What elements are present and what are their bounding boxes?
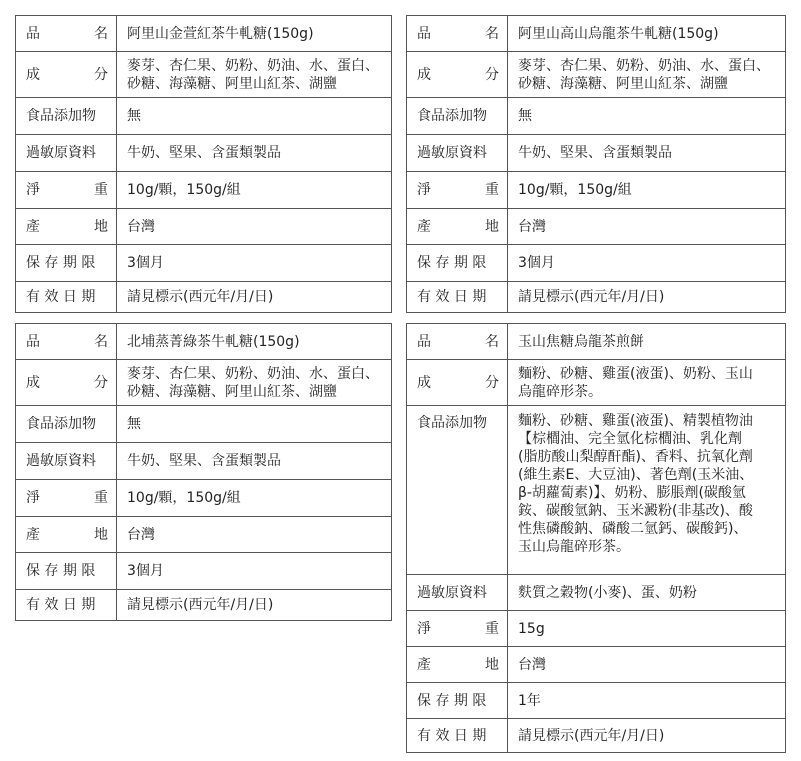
label-expiry: 有 效 日 期 [407,719,508,753]
label-shelf-life: 保 存 期 限 [407,683,508,719]
label-net-weight: 淨 重 [407,172,508,209]
row-origin [407,647,786,683]
row-net-weight [16,172,392,209]
row-shelf-life [16,245,392,282]
label-net-weight: 淨 重 [407,611,508,647]
label-expiry: 有 效 日 期 [16,282,117,313]
label-net-weight: 淨 重 [16,172,117,209]
value-origin: 台灣 [117,209,392,245]
product-spec-table-4 [406,323,786,753]
value-allergens: 麩質之穀物(小麥)、蛋、奶粉 [508,575,786,611]
label-name: 品 名 [407,324,508,360]
row-expiry [16,590,392,621]
value-shelf-life: 3個月 [117,245,392,282]
product-spec-table-1 [15,15,392,313]
value-additives: 無 [117,406,392,443]
label-allergens: 過敏原資料 [16,135,117,172]
row-name [16,16,392,52]
label-name: 品 名 [16,16,117,52]
row-net-weight [407,172,786,209]
value-additives: 麵粉、砂糖、雞蛋(液蛋)、精製植物油 【棕櫚油、完全氫化棕櫚油、乳化劑 (脂肪酸山梨醇酐酯)、香料、抗氧化劑 (維生素E、大豆油)、著色劑(玉米油、 β-胡蘿蔔素)】、奶粉、膨脹劑(碳酸氫 銨、碳酸氫鈉、玉米澱粉(非基改)、酸 性焦磷酸鈉、磷酸二氫鈣、碳酸鈣)、 玉山烏龍碎形茶。 [508,406,786,575]
label-shelf-life: 保 存 期 限 [16,245,117,282]
value-expiry: 請見標示(西元年/月/日) [508,719,786,753]
row-allergens [407,575,786,611]
row-origin [16,517,392,553]
label-origin: 產 地 [16,517,117,553]
row-shelf-life [407,683,786,719]
row-origin [407,209,786,245]
row-shelf-life [16,553,392,590]
row-origin [16,209,392,245]
label-origin: 產 地 [407,209,508,245]
value-ingredients: 麥芽、杏仁果、奶粉、奶油、水、蛋白、 砂糖、海藻糖、阿里山紅茶、湖鹽 [508,52,786,98]
row-allergens [16,135,392,172]
product-spec-table-2 [406,15,786,313]
value-expiry: 請見標示(西元年/月/日) [117,590,392,621]
row-allergens [16,443,392,480]
value-additives: 無 [508,98,786,135]
row-ingredients [407,52,786,98]
row-ingredients [16,360,392,406]
label-ingredients: 成 分 [16,360,117,406]
value-net-weight: 10g/顆，150g/組 [117,480,392,517]
row-additives [16,406,392,443]
label-additives: 食品添加物 [407,98,508,135]
row-net-weight [16,480,392,517]
row-ingredients [16,52,392,98]
value-additives: 無 [117,98,392,135]
value-name: 玉山焦糖烏龍茶煎餅 [508,324,786,360]
value-shelf-life: 1年 [508,683,786,719]
label-expiry: 有 效 日 期 [16,590,117,621]
value-name: 阿里山金萱紅茶牛軋糖(150g) [117,16,392,52]
label-origin: 產 地 [16,209,117,245]
value-allergens: 牛奶、堅果、含蛋類製品 [117,443,392,480]
row-expiry [16,282,392,313]
value-net-weight: 10g/顆，150g/組 [117,172,392,209]
row-name [407,324,786,360]
row-net-weight [407,611,786,647]
value-shelf-life: 3個月 [508,245,786,282]
label-additives: 食品添加物 [16,406,117,443]
value-expiry: 請見標示(西元年/月/日) [117,282,392,313]
label-ingredients: 成 分 [16,52,117,98]
label-name: 品 名 [16,324,117,360]
value-name: 阿里山高山烏龍茶牛軋糖(150g) [508,16,786,52]
value-net-weight: 15g [508,611,786,647]
value-allergens: 牛奶、堅果、含蛋類製品 [508,135,786,172]
label-name: 品 名 [407,16,508,52]
value-ingredients: 麥芽、杏仁果、奶粉、奶油、水、蛋白、 砂糖、海藻糖、阿里山紅茶、湖鹽 [117,360,392,406]
value-allergens: 牛奶、堅果、含蛋類製品 [117,135,392,172]
value-expiry: 請見標示(西元年/月/日) [508,282,786,313]
label-net-weight: 淨 重 [16,480,117,517]
label-ingredients: 成 分 [407,360,508,406]
value-ingredients: 麥芽、杏仁果、奶粉、奶油、水、蛋白、 砂糖、海藻糖、阿里山紅茶、湖鹽 [117,52,392,98]
label-additives: 食品添加物 [16,98,117,135]
value-origin: 台灣 [508,209,786,245]
label-expiry: 有 效 日 期 [407,282,508,313]
value-net-weight: 10g/顆，150g/組 [508,172,786,209]
label-allergens: 過敏原資料 [16,443,117,480]
row-allergens [407,135,786,172]
label-additives: 食品添加物 [407,406,508,575]
row-additives [407,406,786,575]
value-ingredients: 麵粉、砂糖、雞蛋(液蛋)、奶粉、玉山 烏龍碎形茶。 [508,360,786,406]
label-ingredients: 成 分 [407,52,508,98]
row-name [16,324,392,360]
row-ingredients [407,360,786,406]
label-allergens: 過敏原資料 [407,135,508,172]
value-shelf-life: 3個月 [117,553,392,590]
label-shelf-life: 保 存 期 限 [407,245,508,282]
row-shelf-life [407,245,786,282]
value-origin: 台灣 [508,647,786,683]
label-shelf-life: 保 存 期 限 [16,553,117,590]
row-additives [407,98,786,135]
product-spec-table-3 [15,323,392,621]
row-name [407,16,786,52]
label-origin: 產 地 [407,647,508,683]
value-origin: 台灣 [117,517,392,553]
row-expiry [407,282,786,313]
label-allergens: 過敏原資料 [407,575,508,611]
row-expiry [407,719,786,753]
row-additives [16,98,392,135]
value-name: 北埔蒸菁綠茶牛軋糖(150g) [117,324,392,360]
